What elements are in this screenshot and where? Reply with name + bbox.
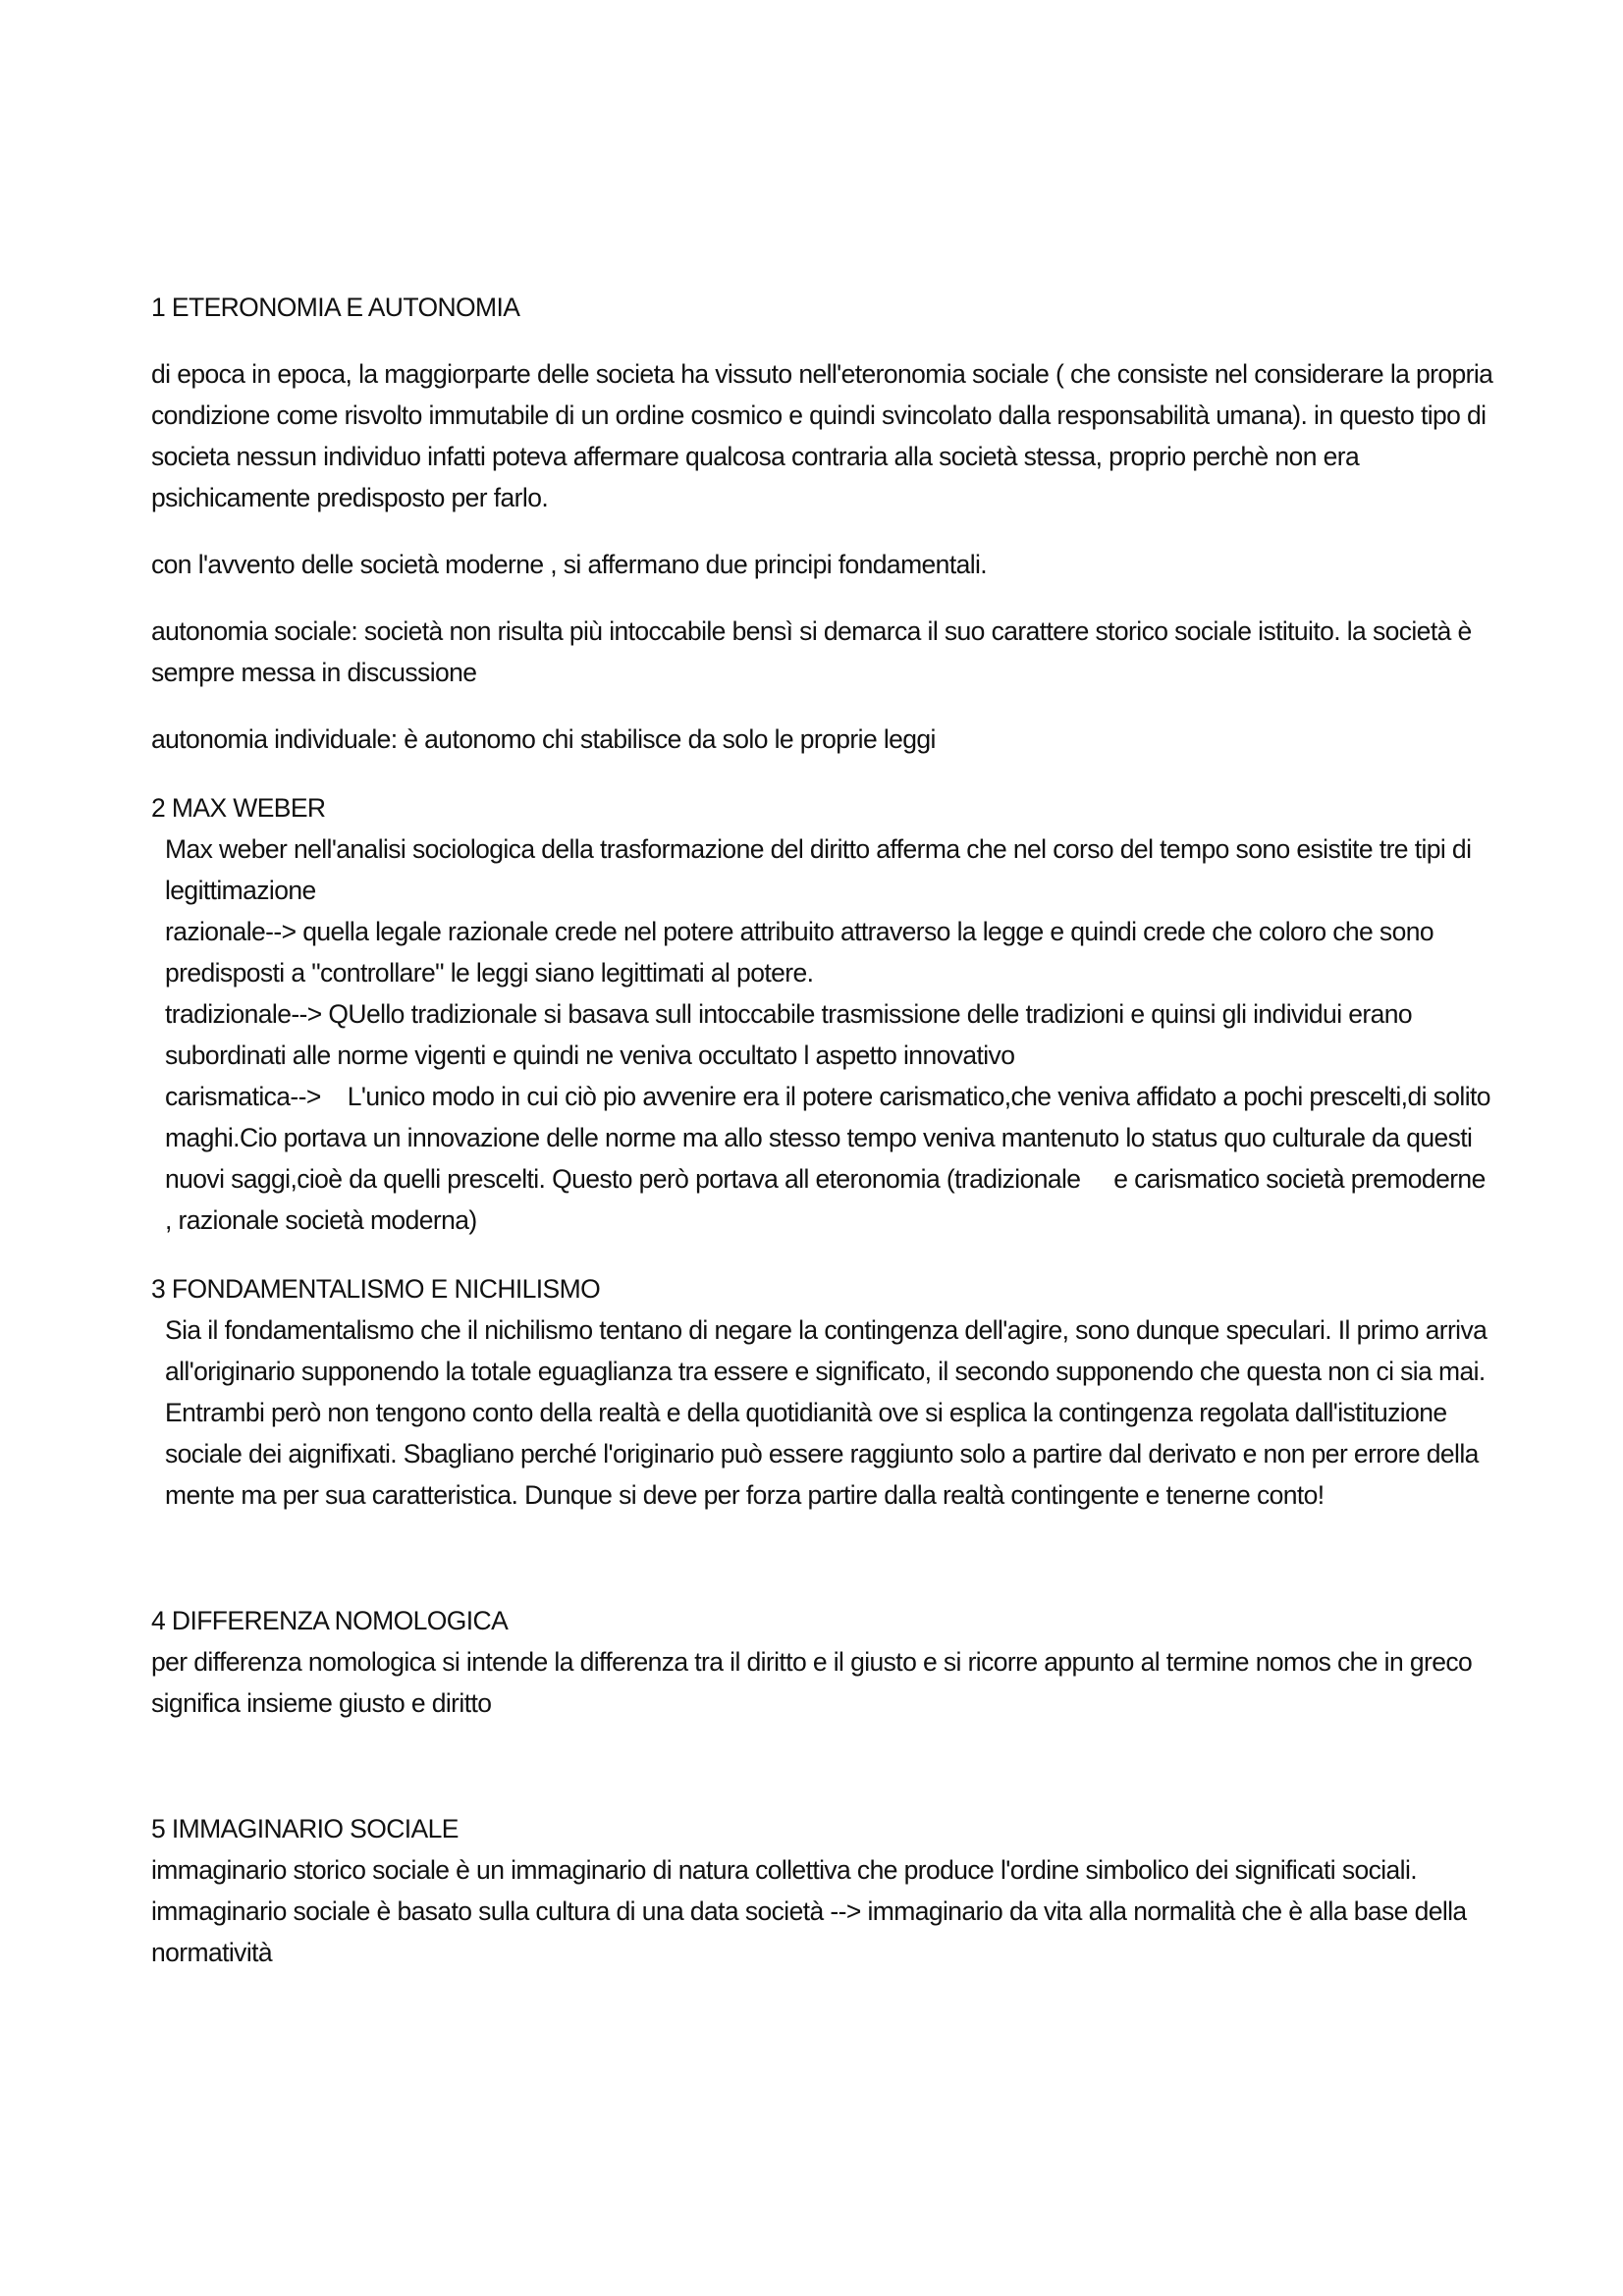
paragraph: immaginario storico sociale è un immaginario di natura collettiva che produce l'ordine simbolico dei significati sociali. (151, 1855, 1418, 1885)
paragraph: immaginario sociale è basato sulla cultura di una data società --> immaginario da vita alla normalità che è alla base della normatività (151, 1896, 1467, 1967)
section-heading: 4 DIFFERENZA NOMOLOGICA (151, 1606, 509, 1635)
paragraph: autonomia individuale: è autonomo chi stabilisce da solo le proprie leggi (151, 724, 936, 754)
paragraph: Max weber nell'analisi sociologica della trasformazione del diritto afferma che nel corso del tempo sono esistite tre tipi di legittimazione (165, 834, 1472, 905)
paragraph: autonomia sociale: società non risulta più intoccabile bensì si demarca il suo carattere storico sociale istituito. la società è sempre messa in discussione (151, 616, 1472, 687)
paragraph: carismatica--> L'unico modo in cui ciò pio avvenire era il potere carismatico,che veniva affidato a pochi prescelti,di solito maghi.Cio portava un innovazione delle norme ma allo stesso tempo veniva mantenuto lo status quo culturale da questi nuovi saggi,cioè da quelli prescelti. Questo però portava all eteronomia (tradizionale e carismatico società premoderne , razionale società moderna) (165, 1082, 1497, 1235)
section-heading: 3 FONDAMENTALISMO E NICHILISMO (151, 1274, 601, 1304)
section-heading: 2 MAX WEBER (151, 793, 326, 823)
paragraph: per differenza nomologica si intende la differenza tra il diritto e il giusto e si ricorre appunto al termine nomos che in greco significa insieme giusto e diritto (151, 1647, 1473, 1718)
section-heading: 5 IMMAGINARIO SOCIALE (151, 1814, 459, 1843)
section-heading: 1 ETERONOMIA E AUTONOMIA (151, 293, 520, 322)
paragraph: razionale--> quella legale razionale crede nel potere attribuito attraverso la legge e quindi crede che coloro che sono predisposti a "controllare" le leggi siano legittimati al potere. (165, 917, 1434, 988)
paragraph: tradizionale--> QUello tradizionale si basava sull intoccabile trasmissione delle tradizioni e quinsi gli individui erano subordinati alle norme vigenti e quindi ne veniva occultato l aspetto innovativo (165, 999, 1413, 1070)
paragraph: con l'avvento delle società moderne , si affermano due principi fondamentali. (151, 550, 988, 579)
document-page (151, 287, 1496, 1973)
paragraph: di epoca in epoca, la maggiorparte delle societa ha vissuto nell'eteronomia sociale ( che consiste nel considerare la propria condizione come risvolto immutabile di un ordine cosmico e quindi svincolato dalla responsabilità umana). in questo tipo di societa nessun individuo infatti poteva affermare qualcosa contraria alla società stessa, proprio perchè non era psichicamente predisposto per farlo. (151, 359, 1493, 512)
paragraph: Sia il fondamentalismo che il nichilismo tentano di negare la contingenza dell'agire, sono dunque speculari. Il primo arriva all'originario supponendo la totale eguaglianza tra essere e significato, il secondo supponendo che questa non ci sia mai. Entrambi però non tengono conto della realtà e della quotidianità ove si esplica la contingenza regolata dall'istituzione sociale dei aignifixati. Sbagliano perché l'originario può essere raggiunto solo a partire dal derivato e non per errore della mente ma per sua caratteristica. Dunque si deve per forza partire dalla realtà contingente e tenerne conto! (165, 1315, 1488, 1510)
